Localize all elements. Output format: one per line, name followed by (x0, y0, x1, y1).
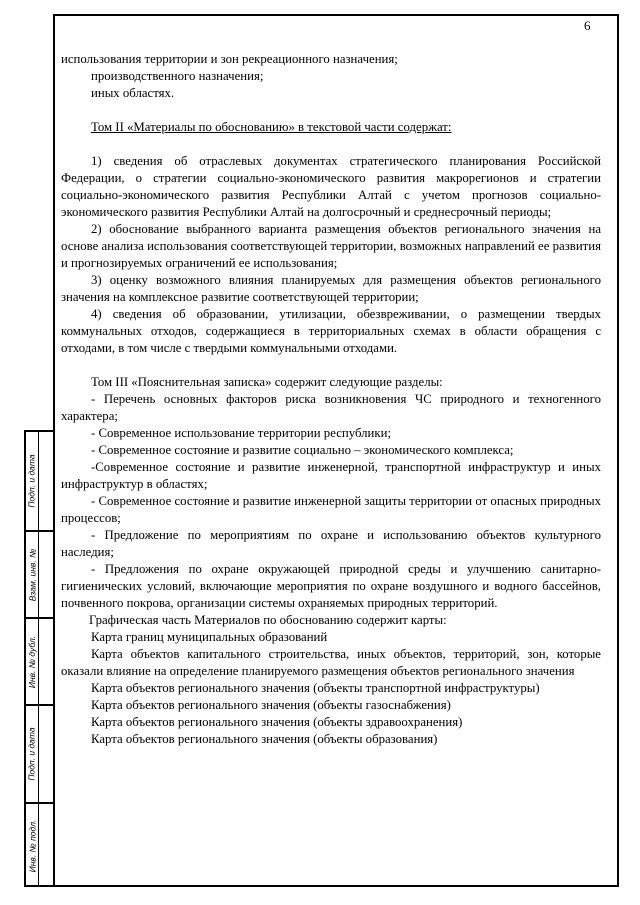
map-item: Карта объектов регионального значения (объекты транспортной инфраструктуры) (91, 681, 540, 695)
stamp-label: Инв. № дубл. (27, 635, 37, 688)
stamp-label: Подп. и дата (27, 727, 37, 781)
volume3-item: - Современное использование территории республики; (91, 426, 391, 440)
volume2-item: 4) сведения об образовании, утилизации, обезвреживании, о размещении твердых коммунальных отходов, содержащиеся в территориальных схемах в области обращения с отходами, в том числе с твердыми коммунальными отходами. (61, 307, 601, 355)
volume3-item: - Современное состояние и развитие социально – экономического комплекса; (91, 443, 514, 457)
volume3-item: - Перечень основных факторов риска возникновения ЧС природного и техногенного характера; (61, 392, 601, 423)
map-item: Карта объектов регионального значения (объекты газоснабжения) (91, 698, 451, 712)
volume3-item: - Предложения по охране окружающей природной среды и улучшению санитарно-гигиенических условий, включающие мероприятия по охране воздушного и водного бассейнов, почвенного покрова, организации системы охраняемых природных территорий. (61, 562, 601, 610)
volume3-item: - Предложение по мероприятиям по охране и использованию объектов культурного наследия; (61, 528, 601, 559)
continuation-line: иных областях. (91, 86, 175, 100)
stamp-cell (26, 619, 53, 706)
stamp-cell (26, 432, 53, 532)
map-item: Карта границ муниципальных образований (91, 630, 328, 644)
stamp-label: Взам. инв. № (27, 548, 38, 601)
map-item: Карта объектов капитального строительства, иных объектов, территорий, зон, которые оказали влияние на определение планируемого размещения объектов регионального значения (61, 647, 601, 678)
volume2-title: Том II «Материалы по обоснованию» в текстовой части содержат: (91, 120, 452, 134)
map-item: Карта объектов регионального значения (объекты здравоохранения) (91, 715, 463, 729)
volume2-item: 1) сведения об отраслевых документах стратегического планирования Российской Федерации, о стратегии социально-экономического развития макрорегионов и стратегии социально-экономического развития Республики Алтай с учетом прогнозов социально-экономического развития Республики Алтай на долгосрочный и среднесрочный периоды; (61, 154, 601, 219)
volume3-title: Том III «Пояснительная записка» содержит следующие разделы: (91, 375, 443, 389)
side-stamp (24, 430, 53, 887)
stamp-cell (26, 804, 53, 887)
stamp-cell (26, 706, 53, 804)
map-item: Карта объектов регионального значения (объекты образования) (91, 732, 438, 746)
volume2-item: 2) обоснование выбранного варианта размещения объектов регионального значения на основе анализа использования соответствующей территории, возможных направлений ее развития и прогнозируемых ограничений ее использования; (61, 222, 601, 270)
continuation-line: производственного назначения; (91, 69, 264, 83)
volume2-item: 3) оценку возможного влияния планируемых для размещения объектов регионального значения на комплексное развитие соответствующей территории; (61, 273, 601, 304)
stamp-label: Инв. № подл. (27, 819, 37, 872)
volume3-item: -Современное состояние и развитие инженерной, транспортной инфраструктур и иных инфраструктур в областях; (61, 460, 601, 491)
graphics-title: Графическая часть Материалов по обоснованию содержит карты: (89, 613, 447, 627)
continuation-line: использования территории и зон рекреационного назначения; (61, 52, 398, 66)
stamp-cell (26, 532, 53, 619)
document-body (61, 51, 601, 748)
page-number: 6 (584, 18, 591, 33)
volume3-item: - Современное состояние и развитие инженерной защиты территории от опасных природных процессов; (61, 494, 601, 525)
stamp-label: Подп. и дата (27, 454, 37, 508)
